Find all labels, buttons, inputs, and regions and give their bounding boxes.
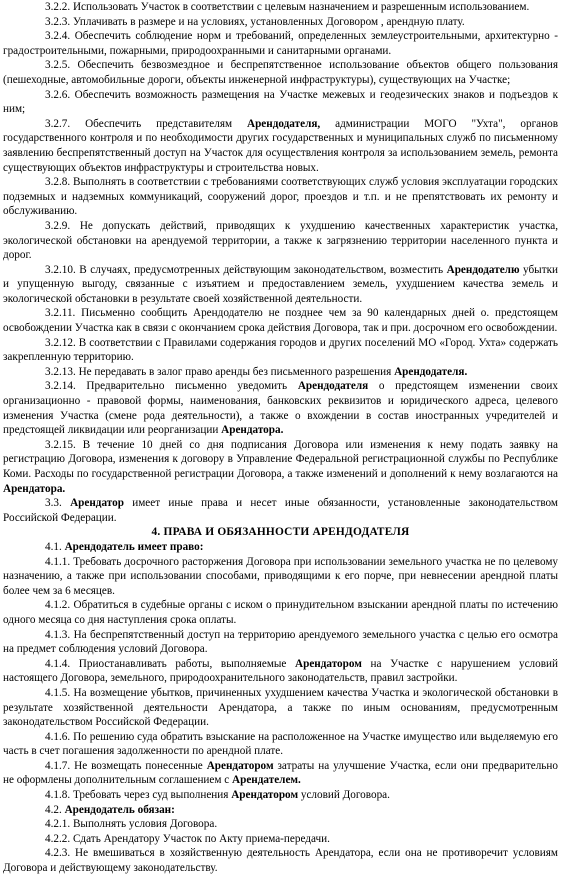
clause-text: 3.2.7. Обеспечить представителям: [45, 117, 247, 130]
clause-text: 4.1.6. По решению суда обратить взыскание на расположенное на Участке имущество или выделяемую его часть в счет погашения задолженности по арендной плате.: [3, 730, 558, 758]
clause-text: 3.2.11. Письменно сообщить Арендодателю не позднее чем за 90 календарных дней о. предстоящем освобождении Участка как в связи с окончанием срока действия Договора, так и при. досрочном его освобождении.: [3, 307, 558, 335]
clause-text: 4.2.3. Не вмешиваться в хозяйственную деятельность Арендатора, если она не противоречит условиям Договора и действующему законодательству.: [3, 847, 558, 875]
clause-text: имеет иные права и несет иные обязанности, установленные законодательством Российской Федерации.: [3, 497, 558, 524]
clause-text: 3.2.8. Выполнять в соответствии с требованиями соответствующих служб условия эксплуатации городских подземных и надземных коммуникаций, сооружений дорог, проездов и т.п. и не препятствовать их ремонту и обслуживанию.: [3, 176, 558, 218]
clause-text: убытки и упущенную выгоду, связанные с изъятием и предоставлением земель, ухудшением качества земель и экологической обстановки в результате своей хозяйственной деятельности.: [3, 263, 559, 305]
clause-3-2-8: [3, 175, 558, 219]
clause-text: 4.1.5. На возмещение убытков, причиненных ухудшением качества Участка и экологической обстановки в результате хозяйственной деятельности Арендатора, а также по иным основаниям, предусмотренным законодательством Российской Федерации.: [3, 686, 558, 729]
clause-bold-term: Арендодателя.: [394, 365, 468, 378]
clause-text: 3.2.14. Предварительно письменно уведомить: [45, 380, 298, 393]
clause-4-1-1: [3, 555, 558, 599]
clause-text: 4.1.2. Обратиться в судебные органы с иском о принудительном взыскании арендной платы по истечению одного месяца со дня наступления срока оплаты.: [3, 599, 558, 626]
clause-bold-term: Арендодателю: [446, 263, 520, 276]
subsection-4-2: [3, 803, 558, 818]
clause-text: условий Договора.: [298, 789, 390, 802]
clause-3-3: [3, 496, 558, 525]
clause-text: 3.2.9. Не допускать действий, приводящих к ухудшению качественных характеристик участка, экологической обстановки на арендуемой территории, а также к загрязнению территории населенного пункта и дорог.: [3, 219, 558, 262]
clause-3-2-3: [3, 15, 558, 30]
clause-text: 3.2.6. Обеспечить возможность размещения на Участке межевых и геодезических знаков и подъездов к ним;: [3, 88, 558, 116]
clause-text: 3.3.: [45, 497, 71, 510]
section-4-title: 4. ПРАВА И ОБЯЗАННОСТИ АРЕНДОДАТЕЛЯ: [151, 526, 410, 539]
clause-3-2-4: [3, 29, 558, 58]
clause-bold-term: Арендатором: [206, 759, 274, 772]
clause-4-1-3: [3, 628, 558, 657]
subsection-title: Арендодатель обязан:: [64, 803, 175, 816]
clause-text: 3.2.2. Использовать Участок в соответствии с целевым назначением и разрешенным использованием.: [45, 1, 530, 13]
clause-3-2-6: [3, 88, 558, 117]
clause-3-2-2: [3, 0, 558, 15]
clause-3-2-10: [3, 263, 558, 307]
clause-text: 3.2.12. В соответствии с Правилами содержания городов и других поселений МО «Город. Ухта» содержать закрепленную территорию.: [3, 336, 558, 364]
clause-4-1-5: [3, 686, 558, 730]
clause-text: на Участке с нарушением условий настоящего Договора, земельного, природоохранительного законодательств, правил застройки.: [3, 657, 558, 685]
clause-3-2-9: [3, 219, 558, 263]
subsection-title: Арендодатель имеет право:: [64, 540, 204, 553]
clause-3-2-15: [3, 438, 558, 496]
clause-bold-term: Арендодателя: [297, 380, 369, 393]
clause-4-2-2: [3, 832, 558, 847]
clause-bold-term: Арендатор: [70, 497, 124, 510]
clause-text: 4.1.3. На беспрепятственный доступ на территорию арендуемого земельного участка с целью его осмотра на предмет соблюдения условий Договора.: [3, 628, 558, 656]
clause-text: 4.1.1. Требовать досрочного расторжения Договора при использовании земельного участка не по целевому назначению, а также при использовании способами, приводящими к его порче, при невнесении арендной платы более чем за 6 месяцев.: [3, 555, 558, 597]
clause-text: 4.2.2. Сдать Арендатору Участок по Акту приема-передачи.: [45, 832, 330, 845]
subsection-4-1: [3, 540, 558, 555]
clause-text: 3.2.10. В случаях, предусмотренных действующим законодательством, возместить: [45, 263, 447, 276]
clause-text: о предстоящем изменении своих организационно - правовой формы, наименования, банковских реквизитов и юридического адреса, целевого изменения Участка (смене рода деятельности), а также о вхождении в состав иностранных учредителей и предстоящей ликвидации или реорганизации: [3, 380, 558, 437]
clause-text: 3.2.5. Обеспечить безвозмездное и беспрепятственное использование объектов общего пользования (пешеходные, автомобильные дороги, объекты инженерной инфраструктуры), существующих на Участке;: [3, 59, 558, 86]
clause-3-2-14: [3, 379, 558, 437]
clause-text: затраты на улучшение Участка, если они предварительно не оформлены дополнительным соглашением с: [3, 759, 558, 787]
clause-text: 4.1.7. Не возмещать понесенные: [45, 759, 207, 772]
clause-text: 4.2.1. Выполнять условия Договора.: [45, 818, 218, 831]
clause-3-2-11: [3, 306, 558, 335]
clause-text: 3.2.3. Уплачивать в размере и на условиях, установленных Договором , арендную плату.: [45, 15, 465, 28]
clause-text: 4.1.4. Приостанавливать работы, выполняемые: [45, 657, 296, 670]
clause-4-1-6: [3, 730, 558, 759]
clause-bold-term: Арендодателя,: [247, 117, 321, 130]
clause-text: администрации МОГО "Ухта", органов государственного контроля и по необходимости других государственных и муниципальных служб по письменному заявлению беспрепятственный доступ на Участок для осуществления контроля за использованием земель, ремонта существующих объектов инфраструктуры и строительства новых.: [3, 117, 558, 174]
clause-text: 3.2.13. Не передавать в залог право аренды без письменного разрешения: [45, 365, 395, 378]
clause-bold-term: Арендатором: [231, 789, 299, 802]
subsection-number: 4.1.: [45, 540, 65, 553]
subsection-number: 4.2.: [45, 803, 65, 816]
clause-3-2-7: [3, 117, 558, 175]
clause-4-1-2: [3, 598, 558, 627]
clause-text: 3.2.15. В течение 10 дней со дня подписания Договора или изменения к нему подать заявку на регистрацию Договора, изменения к договору в Управление Федеральной регистрационной службы по Республике Коми. Расходы по государственной регистрации Договора, а также изменений и дополнений к нему возлагаются на: [3, 438, 558, 480]
clause-4-2-1: [3, 817, 558, 832]
clause-text: 3.2.4. Обеспечить соблюдение норм и требований, определенных землеустроительными, архитектурно - градостроительными, пожарными, природоохранными и санитарными органами.: [3, 30, 558, 57]
clause-bold-term: Арендателем.: [232, 774, 301, 787]
clause-3-2-12: [3, 336, 558, 365]
clause-text: 4.1.8. Требовать через суд выполнения: [45, 789, 232, 802]
clause-bold-term: Арендатора.: [3, 482, 66, 495]
clause-bold-term: Арендатора.: [221, 424, 284, 437]
clause-bold-term: Арендатором: [295, 657, 362, 670]
clause-4-2-3: [3, 846, 558, 875]
clause-3-2-5: [3, 58, 558, 87]
clause-4-1-7: [3, 759, 558, 788]
clause-4-1-8: [3, 788, 558, 803]
clause-4-1-4: [3, 657, 558, 686]
clause-3-2-13: [3, 365, 558, 380]
